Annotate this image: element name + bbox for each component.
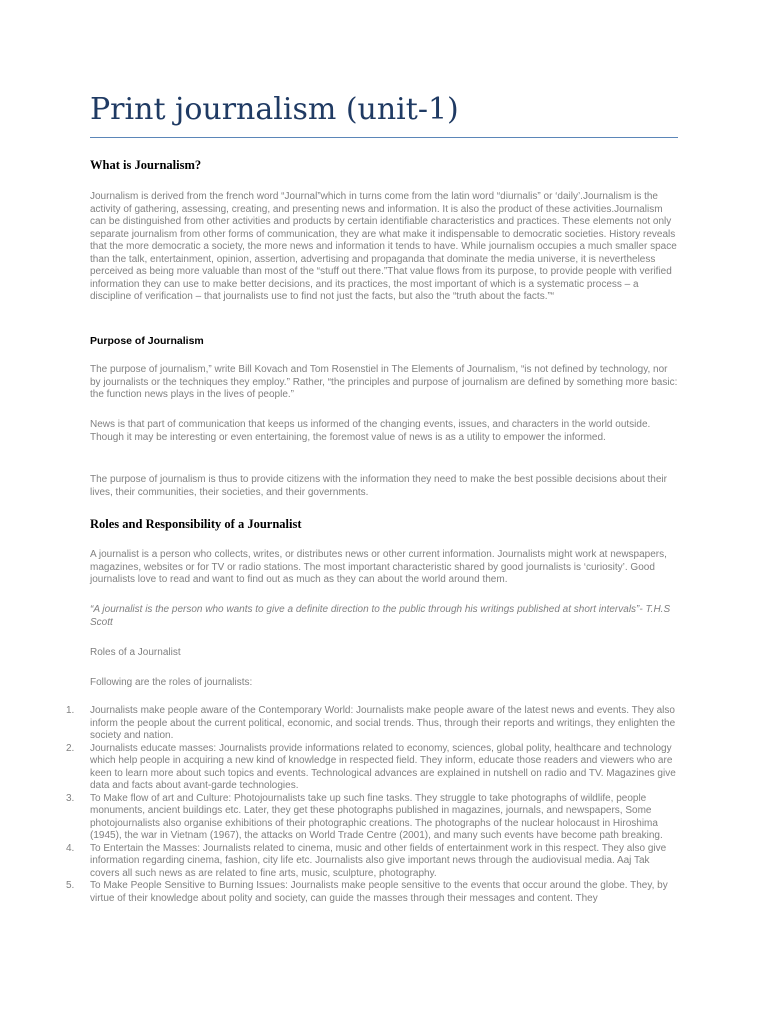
paragraph-purpose-3: The purpose of journalism is thus to provide citizens with the information they need to make the best possible decisions about their lives, their communities, their societies, and their governments.	[90, 474, 667, 498]
heading-roles-responsibility: Roles and Responsibility of a Journalist	[90, 517, 302, 531]
page-title: Print journalism (unit-1)	[90, 92, 459, 127]
list-item-number: 5.	[66, 880, 75, 891]
roles-list	[58, 705, 680, 905]
list-item-text: Journalists educate masses: Journalists provide informations related to economy, sciences, global polity, healthcare and technology which help people in acquiring a new kind of knowledge in respected field. They inform, educate those readers and viewers who are keen to learn more about such topics and events. Technological advances are explained in nutshell on radio and TV. Magazines give data and facts about avant-garde technologies.	[90, 742, 676, 791]
quote-ths-scott: “A journalist is the person who wants to give a definite direction to the public through his writings published at short intervals”- T.H.S Scott	[90, 604, 671, 628]
list-item	[58, 843, 680, 881]
list-item	[58, 880, 680, 905]
subheading-roles-of-journalist: Roles of a Journalist	[90, 647, 181, 658]
list-item-number: 4.	[66, 842, 75, 854]
list-item-text: To Make flow of art and Culture: Photojournalists take up such fine tasks. They struggle to take photographs of wildlife, people monuments, ancient buildings etc. Later, they get these photographs published in magazines, journals, and newspapers, Some photojournalists also organise exhibitions of their photographic creations. The photographs of the nuclear holocaust in Hiroshima (1945), the war in Vietnam (1967), the attacks on World Trade Centre (2001), and many such events have become path breaking.	[90, 792, 663, 841]
paragraph-purpose-2: News is that part of communication that keeps us informed of the changing events, issues, and characters in the world outside. Though it may be interesting or even entertaining, the foremost value of news is as a utility to empower the informed.	[90, 419, 651, 443]
paragraph-what-is-journalism: Journalism is derived from the french word “Journal”which in turns come from the latin word “diurnalis” or ‘daily’.Journalism is the activity of gathering, assessing, creating, and presenting news and information. It is also the product of these activities.Journalism can be distinguished from other activities and products by certain identifiable characteristics and practices. These elements not only separate journalism from other forms of communication, they are what make it indispensable to democratic societies. History reveals that the more democratic a society, the more news and information it tends to have. While journalism occupies a much smaller space than the talk, entertainment, opinion, assertion, advertising and propaganda that dominate the media universe, it is nevertheless perceived as being more valuable than most of the “stuff out there.”That value flows from its purpose, to provide people with verified information they can use to make better decisions, and its practices, the most important of which is a systematic process – a discipline of verification – that journalists use to find not just the facts, but also the “truth about the facts.”“	[90, 191, 677, 302]
heading-purpose-of-journalism: Purpose of Journalism	[90, 335, 204, 347]
paragraph-purpose-1: The purpose of journalism,” write Bill Kovach and Tom Rosenstiel in The Elements of Journalism, “is not defined by technology, nor by journalists or the techniques they employ.” Rather, “the principles and purpose of journalism are defined by something more basic: the function news plays in the lives of people.”	[90, 364, 678, 400]
list-item-number: 1.	[66, 705, 75, 716]
list-item-text: To Make People Sensitive to Burning Issues: Journalists make people sensitive to the events that occur around the globe. They, by virtue of their knowledge about polity and society, can guide the masses through their messages and content. They	[90, 880, 668, 904]
list-item-number: 2.	[66, 742, 75, 754]
list-item-number: 3.	[66, 792, 75, 804]
list-item	[58, 743, 680, 793]
list-item-text: Journalists make people aware of the Contemporary World: Journalists make people aware of the latest news and events. They also inform the people about the current political, economic, and social trends. Thus, through their reports and writings, they enlighten the society and nation.	[90, 705, 676, 741]
title-underline	[90, 137, 678, 138]
list-item	[58, 705, 680, 743]
heading-what-is-journalism: What is Journalism?	[90, 158, 202, 172]
paragraph-roles-1: A journalist is a person who collects, writes, or distributes news or other current information. Journalists might work at newspapers, magazines, websites or for TV or radio stations. The most important characteristic shared by good journalists is ‘curiosity’. Good journalists love to read and want to find out as much as they can about the world around them.	[90, 549, 667, 585]
list-item	[58, 793, 680, 843]
list-item-text: To Entertain the Masses: Journalists related to cinema, music and other fields of entertainment work in this respect. They also give information regarding cinema, fashion, city life etc. Journalists also give important news through the audiovisual media. Aaj Tak covers all such news as are related to fine arts, music, sculpture, photography.	[90, 842, 667, 879]
paragraph-roles-intro: Following are the roles of journalists:	[90, 677, 253, 688]
